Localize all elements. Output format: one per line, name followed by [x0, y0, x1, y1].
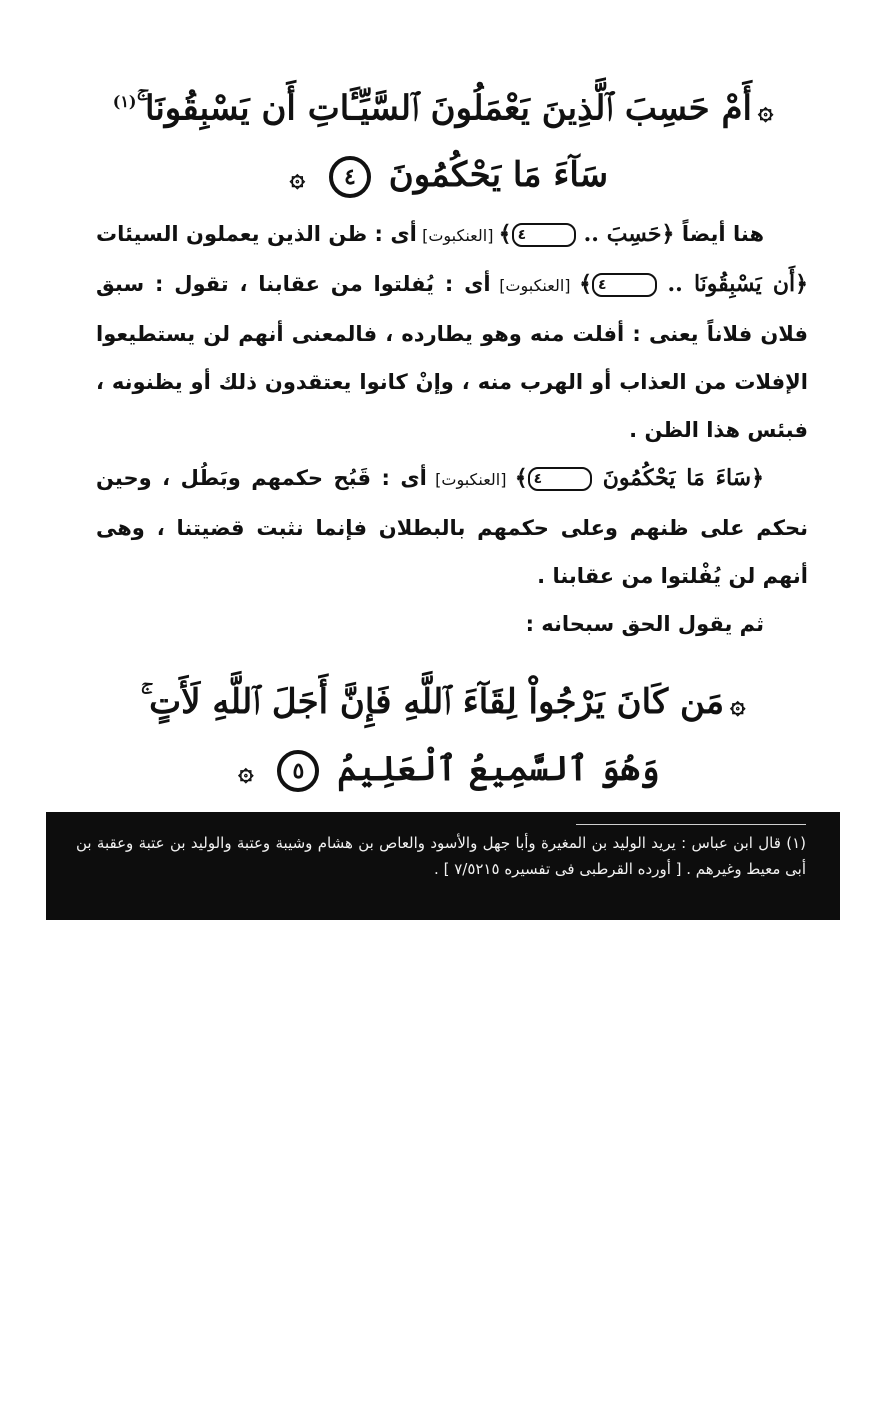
quran-quote: ﴿سَاءَ مَا يَحْكُمُونَ [602, 465, 764, 491]
verse-number-badge: ٤ [329, 156, 371, 198]
verse-4-line-1 [106, 70, 786, 143]
surah-reference: [العنكبوت] [426, 470, 515, 489]
commentary-text [96, 210, 808, 648]
commentary-paragraph-2 [96, 454, 808, 600]
quran-quote: ﴿حَسِبَ .. [583, 221, 675, 247]
verse-ornament-icon: ۞ [730, 690, 746, 720]
verse-number-badge: ٤ [528, 467, 593, 491]
verse-4-text-1: أَمْ حَسِبَ ٱلَّذِينَ يَعْمَلُونَ ٱلسَّيِّـَٔاتِ أَن يَسْبِقُونَا ۚ [136, 88, 753, 129]
text-run: هنا أيضاً [674, 222, 765, 246]
commentary-paragraph-1 [96, 210, 808, 454]
verse-5-line-2 [106, 737, 786, 804]
surah-reference: [العنكبوت] [416, 226, 499, 245]
commentary-paragraph-3: ثم يقول الحق سبحانه : [525, 612, 764, 636]
verse-5-text-1: مَن كَانَ يَرْجُواْ لِقَآءَ ٱللَّهِ فَإِنَّ أَجَلَ ٱللَّهِ لَأَتٍ ۚ [140, 682, 725, 722]
quran-bracket: ﴾ [514, 465, 528, 491]
quran-quote: ﴿أَن يَسْبِقُونَا .. [667, 271, 808, 297]
footnote-marker: (١) [112, 92, 137, 111]
verse-4-block [106, 70, 786, 210]
verse-number-badge: ٤ [592, 273, 657, 297]
footnote-bar [46, 812, 840, 920]
verse-4-text-2: سَآءَ مَا يَحْكُمُونَ [388, 155, 609, 196]
book-page [46, 30, 840, 810]
verse-5-line-1 [106, 670, 786, 737]
verse-ornament-icon: ۞ [238, 757, 254, 787]
verse-ornament-icon: ۞ [289, 163, 306, 194]
quran-bracket: ﴾ [579, 271, 593, 297]
verse-number-badge: ٥ [277, 750, 319, 792]
text-run: أى : يُفلتوا من عقابنا ، تقول : سبق فلان فلاناً يعنى : أفلت منه وهو يطارده ، فالمعنى أنهم لن يستطيعوا الإفلات من العذاب أو الهرب منه ، وإنْ كانوا يعتقدون ذلك أو يظنونه ، فبئس هذا الظن . [96, 272, 808, 442]
footnote-divider [576, 824, 806, 825]
verse-ornament-icon: ۞ [758, 96, 774, 127]
quran-bracket: ﴾ [498, 221, 512, 247]
footnote-text: (١) قال ابن عباس : يريد الوليد بن المغيرة وأبا جهل والأسود والعاص بن هشام وشيبة وعتبة والوليد بن عتبة وعقبة بن أبى معيط وغيرهم . [ أورده القرطبى فى تفسيره ٧/٥٢١٥ ] . [76, 834, 806, 878]
verse-number-badge: ٤ [512, 223, 577, 247]
surah-reference: [العنكبوت] [490, 276, 580, 295]
verse-5-block [106, 670, 786, 804]
text-run: أى : ظن الذين يعملون السيئات [96, 222, 417, 246]
text-run: أى : قَبُح حكمهم وبَطُل ، وحين نحكم على ظنهم وعلى حكمهم بالبطلان فإنما نثبت قضيتنا ، وهى أنهم لن يُفْلتوا من عقابنا . [96, 466, 808, 588]
verse-4-line-2 [106, 143, 786, 210]
verse-5-text-2: وَهُوَ ٱلسَّمِيعُ ٱلْعَلِيمُ [337, 749, 660, 789]
